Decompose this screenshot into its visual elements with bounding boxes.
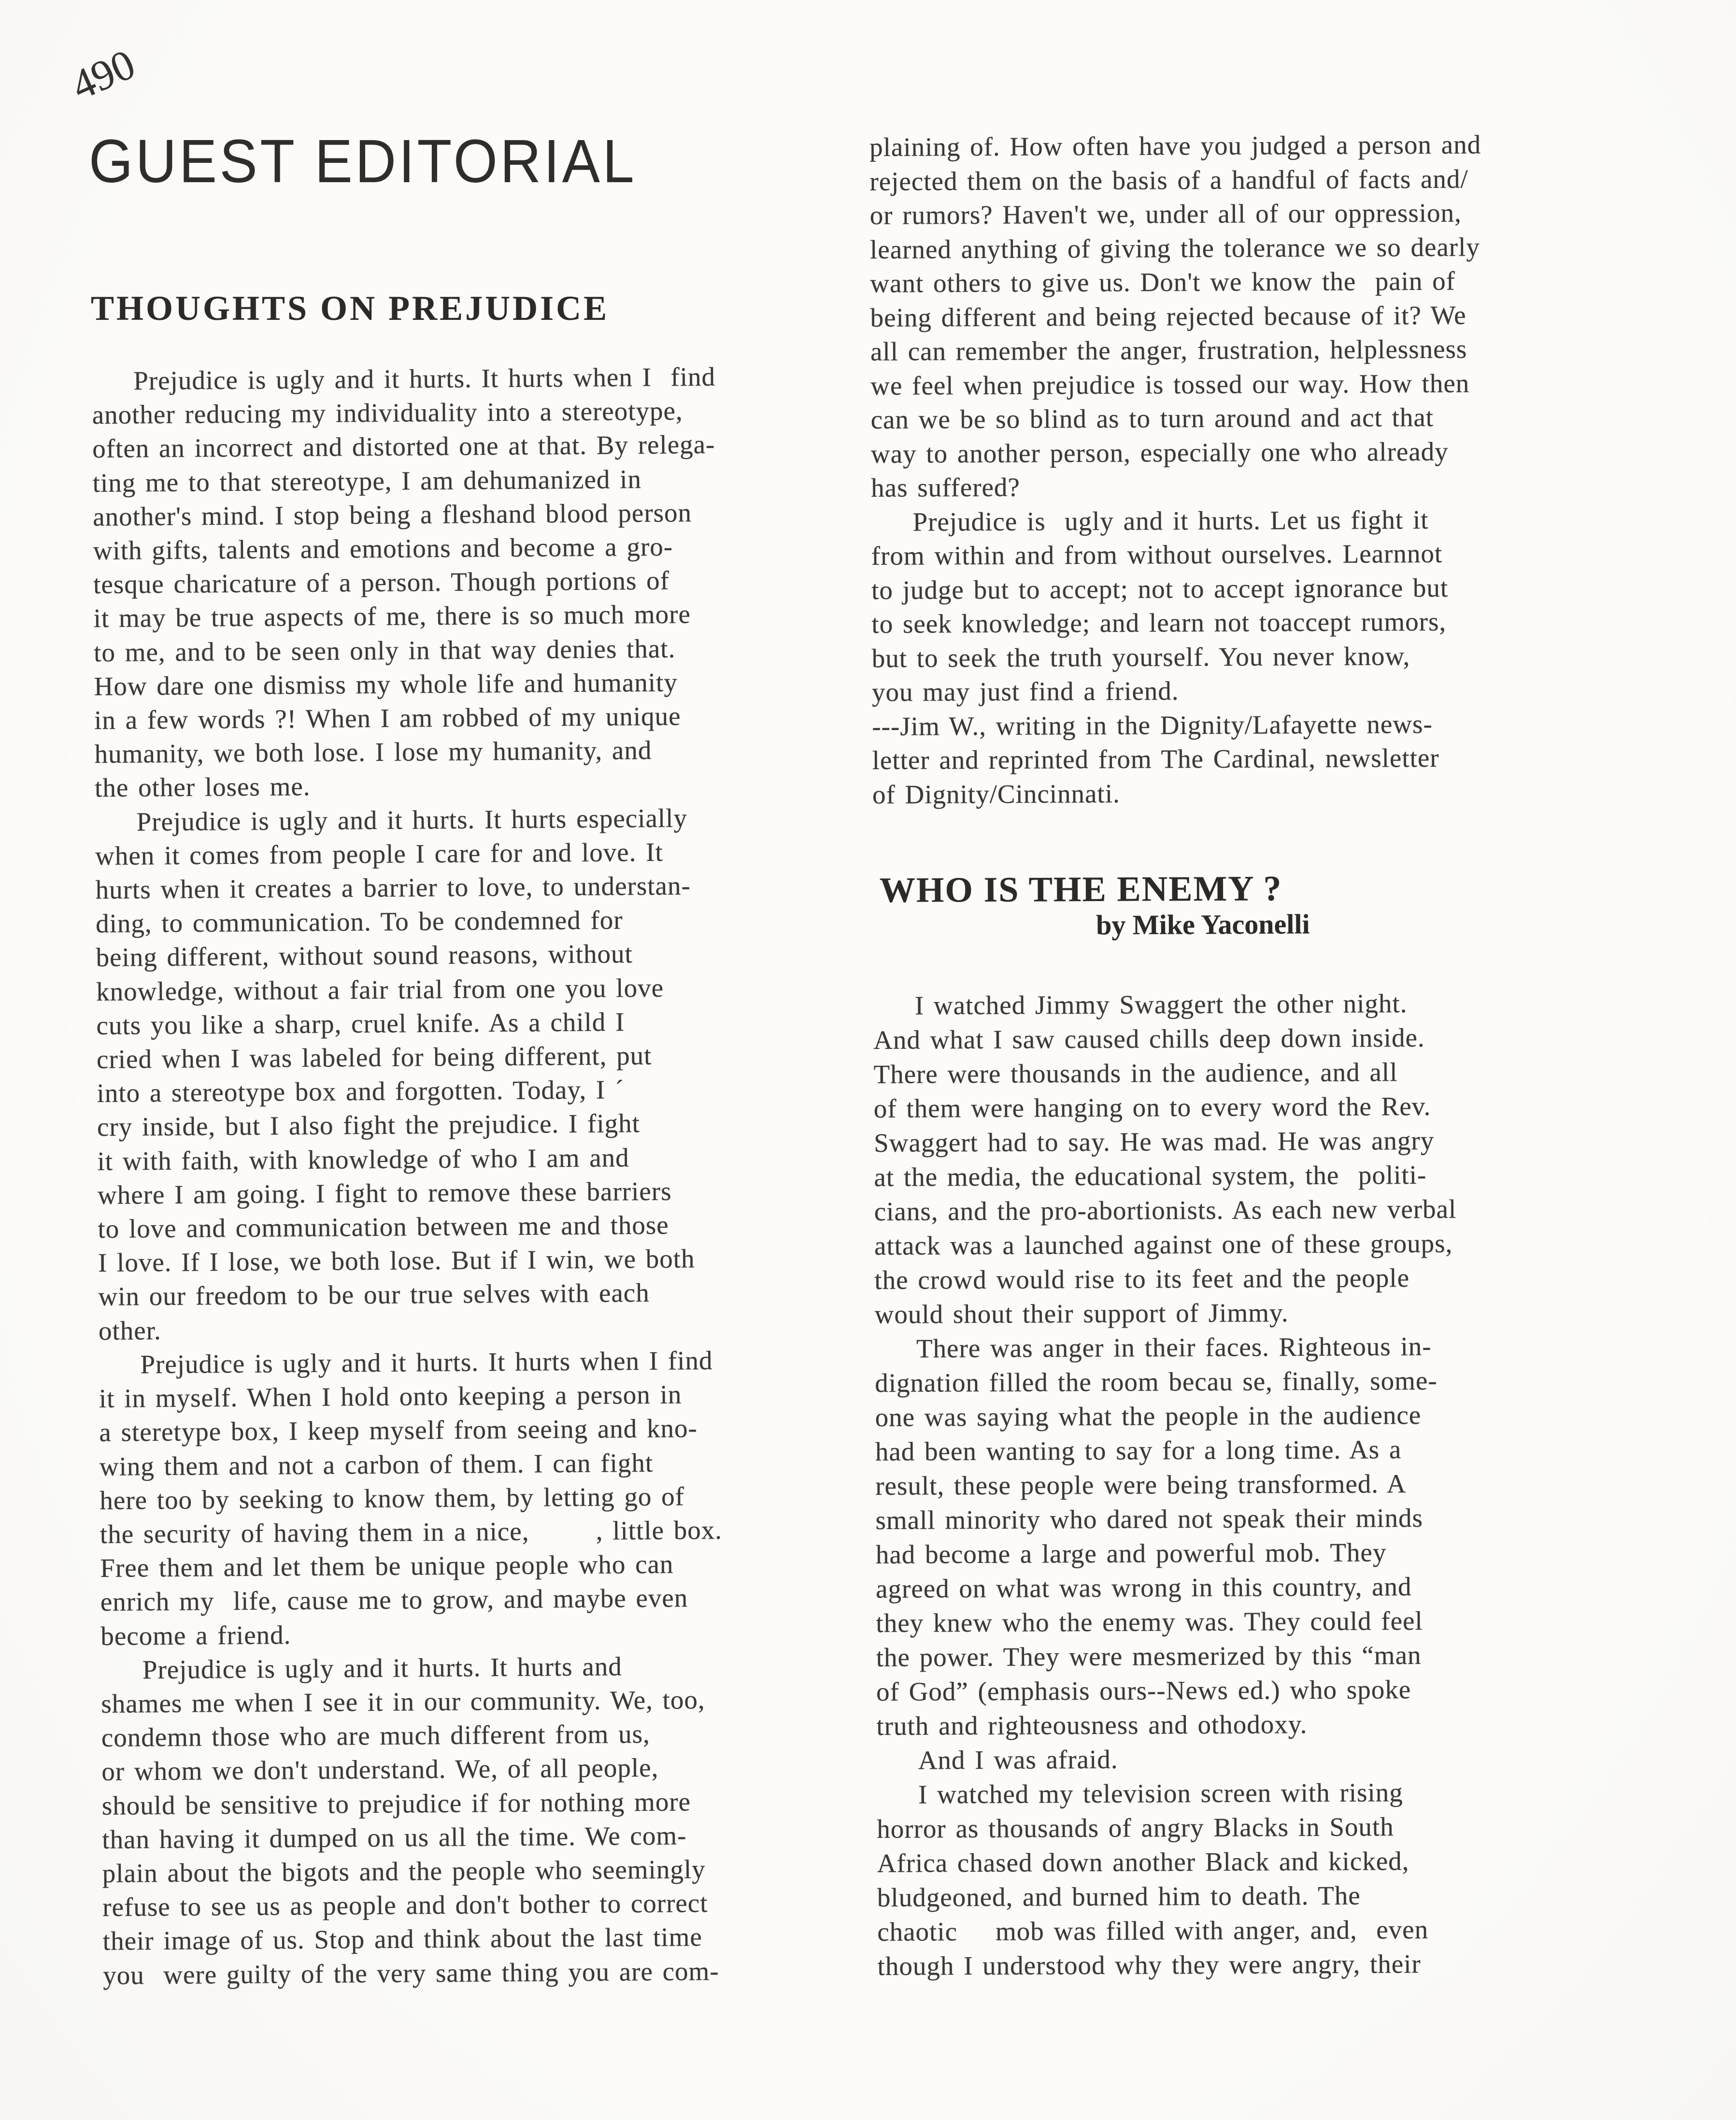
text-line: ting me to that stereotype, I am dehumanized in <box>92 464 642 498</box>
text-line: ding, to communication. To be condemned for <box>95 905 623 939</box>
text-line: the other loses me. <box>94 772 311 803</box>
text-line: truth and righteousness and othodoxy. <box>876 1709 1308 1741</box>
text-line: shames me when I see it in our community. We, too, <box>101 1685 705 1719</box>
text-line: another's mind. I stop being a fleshand blood person <box>92 498 692 531</box>
page-title: GUEST EDITORIAL <box>89 127 637 195</box>
text-line: And what I saw caused chills deep down inside. <box>873 1023 1425 1055</box>
left-column-text <box>92 359 844 1992</box>
text-line: dignation filled the room becau se, finally, some- <box>875 1365 1437 1398</box>
text-line: Prejudice is ugly and it hurts. It hurts and <box>142 1651 622 1685</box>
text-line: cried when I was labeled for being different, put <box>96 1041 652 1074</box>
text-line: cry inside, but I also fight the prejudice. I fight <box>97 1108 640 1142</box>
text-line: but to seek the truth yourself. You never know, <box>871 641 1410 673</box>
text-line: it with faith, with knowledge of who I am and <box>97 1142 629 1176</box>
text-line: the crowd would rise to its feet and the people <box>874 1263 1410 1295</box>
text-line: being different and being rejected because of it? We <box>870 300 1466 332</box>
right-column <box>869 127 1625 1981</box>
text-line: their image of us. Stop and think about the last time <box>102 1922 702 1956</box>
text-line: or whom we don't understand. We, of all people, <box>101 1753 659 1787</box>
text-line: of them were hanging on to every word the Rev. <box>873 1091 1431 1123</box>
text-line: Swaggert had to say. He was mad. He was angry <box>874 1125 1435 1158</box>
text-line: from within and from without ourselves. Learnnot <box>871 538 1443 571</box>
text-line: had become a large and powerful mob. They <box>875 1537 1387 1569</box>
text-line: another reducing my individuality into a stereotype, <box>92 396 683 430</box>
text-line: plain about the bigots and the people who seemingly <box>102 1854 706 1888</box>
text-line: or rumors? Haven't we, under all of our oppression, <box>869 198 1462 230</box>
text-line: when it comes from people I care for and love. It <box>95 837 663 871</box>
text-line: How dare one dismiss my whole life and humanity <box>94 667 678 701</box>
text-line: you were guilty of the very same thing you are com- <box>103 1956 719 1990</box>
text-line: become a friend. <box>100 1619 291 1651</box>
text-line: plaining of. How often have you judged a person and <box>869 129 1481 162</box>
text-line: bludgeoned, and burned him to death. The <box>877 1880 1361 1912</box>
text-line: humanity, we both lose. I lose my humanity, and <box>94 735 652 769</box>
text-line: one was saying what the people in the audience <box>875 1400 1422 1432</box>
page-number: 490 <box>64 41 142 110</box>
text-line: to me, and to be seen only in that way denies that. <box>93 633 676 667</box>
text-line: cians, and the pro-abortionists. As each new verbal <box>874 1194 1457 1226</box>
text-line: has suffered? <box>871 472 1021 502</box>
text-line: rejected them on the basis of a handful of facts and/ <box>869 164 1468 196</box>
text-line: would shout their support of Jimmy. <box>874 1298 1289 1329</box>
article-heading-who-is-the-enemy: WHO IS THE ENEMY ? <box>879 869 1282 910</box>
text-line: tesque charicature of a person. Though portions of <box>93 565 670 600</box>
text-line: Prejudice is ugly and it hurts. It hurts when I find <box>140 1345 713 1379</box>
text-line: where I am going. I fight to remove these barriers <box>97 1176 672 1210</box>
right-column-text <box>869 127 1628 812</box>
text-line: hurts when it creates a barrier to love, to understan- <box>95 871 691 905</box>
text-line: Africa chased down another Black and kicked, <box>877 1846 1409 1878</box>
text-line: with gifts, talents and emotions and become a gro- <box>93 531 673 566</box>
text-line: it in myself. When I hold onto keeping a person in <box>99 1379 682 1414</box>
text-line: we feel when prejudice is tossed our way. How then <box>870 368 1470 401</box>
text-line: the security of having them in a nice, , little box. <box>100 1515 723 1549</box>
text-line: learned anything of giving the tolerance we so dearly <box>869 231 1480 264</box>
text-line: There was anger in their faces. Righteous in- <box>916 1331 1432 1363</box>
text-line: to seek knowledge; and learn not toaccept rumors, <box>871 606 1447 639</box>
text-line: win our freedom to be our true selves with each <box>98 1278 650 1312</box>
text-line: condemn those who are much different from us, <box>101 1719 650 1753</box>
text-line: knowledge, without a fair trial from one you love <box>96 973 664 1006</box>
text-line: I love. If I lose, we both lose. But if I win, we both <box>98 1244 695 1278</box>
text-line: Free them and let them be unique people who can <box>100 1549 674 1583</box>
article-text <box>873 985 1634 1983</box>
text-line: And I was afraid. <box>918 1744 1118 1775</box>
text-line: often an incorrect and distorted one at that. By relega- <box>92 430 715 464</box>
text-line: agreed on what was wrong in this country, and <box>876 1572 1412 1604</box>
text-line: attack was a launched against one of these groups, <box>874 1228 1453 1261</box>
text-line: in a few words ?! When I am robbed of my unique <box>94 701 681 735</box>
text-line: to love and communication between me and those <box>98 1210 669 1244</box>
text-line: they knew who the enemy was. They could feel <box>876 1606 1423 1638</box>
text-line: Prejudice is ugly and it hurts. It hurts especially <box>136 803 688 837</box>
text-line: other. <box>98 1315 161 1346</box>
text-line: wing them and not a carbon of them. I can fight <box>99 1447 654 1481</box>
text-line: want others to give us. Don't we know the pain of <box>870 266 1456 298</box>
article-byline: by Mike Yaconelli <box>1096 908 1310 941</box>
text-line: than having it dumped on us all the time. We com- <box>102 1820 687 1854</box>
text-line: way to another person, especially one who already <box>870 436 1449 469</box>
text-line: There were thousands in the audience, and all <box>873 1057 1398 1089</box>
text-line: small minority who dared not speak their minds <box>875 1503 1423 1535</box>
text-line: horror as thousands of angry Blacks in South <box>877 1812 1394 1844</box>
text-line: of Dignity/Cincinnati. <box>872 778 1120 809</box>
text-line: I watched Jimmy Swaggert the other night. <box>914 988 1408 1020</box>
text-line: you may just find a friend. <box>871 676 1179 707</box>
text-line: enrich my life, cause me to grow, and maybe even <box>100 1583 688 1617</box>
text-line: a steretype box, I keep myself from seeing and kno- <box>99 1413 698 1447</box>
text-line: into a stereotype box and forgotten. Today, I ´ <box>97 1074 625 1108</box>
text-line: should be sensitive to prejudice if for nothing more <box>101 1786 691 1820</box>
text-line: at the media, the educational system, the politi- <box>874 1160 1427 1192</box>
text-line: refuse to see us as people and don't bother to correct <box>102 1888 708 1922</box>
text-line: though I understood why they were angry, their <box>877 1949 1421 1981</box>
text-line: can we be so blind as to turn around and act that <box>870 402 1434 434</box>
text-line: here too by seeking to know them, by letting go of <box>100 1481 685 1515</box>
text-line: being different, without sound reasons, without <box>96 939 633 973</box>
text-line: Prejudice is ugly and it hurts. Let us fight it <box>912 504 1429 537</box>
text-line: the power. They were mesmerized by this “man <box>876 1640 1422 1672</box>
text-line: ---Jim W., writing in the Dignity/Lafayette news- <box>872 709 1433 741</box>
text-line: had been wanting to say for a long time. As a <box>875 1434 1402 1466</box>
text-line: it may be true aspects of me, there is so much more <box>93 599 691 633</box>
text-line: all can remember the anger, frustration, helplessness <box>870 334 1467 366</box>
text-line: letter and reprinted from The Cardinal, newsletter <box>872 743 1439 775</box>
text-line: I watched my television screen with rising <box>918 1777 1403 1809</box>
section-heading-thoughts-on-prejudice: THOUGHTS ON PREJUDICE <box>91 289 610 328</box>
text-line: result, these people were being transformed. A <box>875 1469 1407 1501</box>
text-line: to judge but to accept; not to accept ignorance but <box>871 573 1449 605</box>
text-line: chaotic mob was filled with anger, and, even <box>877 1914 1429 1947</box>
left-column <box>92 359 833 1990</box>
text-line: of God” (emphasis ours--News ed.) who spoke <box>876 1675 1411 1706</box>
text-line: cuts you like a sharp, cruel knife. As a child I <box>96 1007 625 1040</box>
text-line: Prejudice is ugly and it hurts. It hurts when I find <box>133 361 716 396</box>
